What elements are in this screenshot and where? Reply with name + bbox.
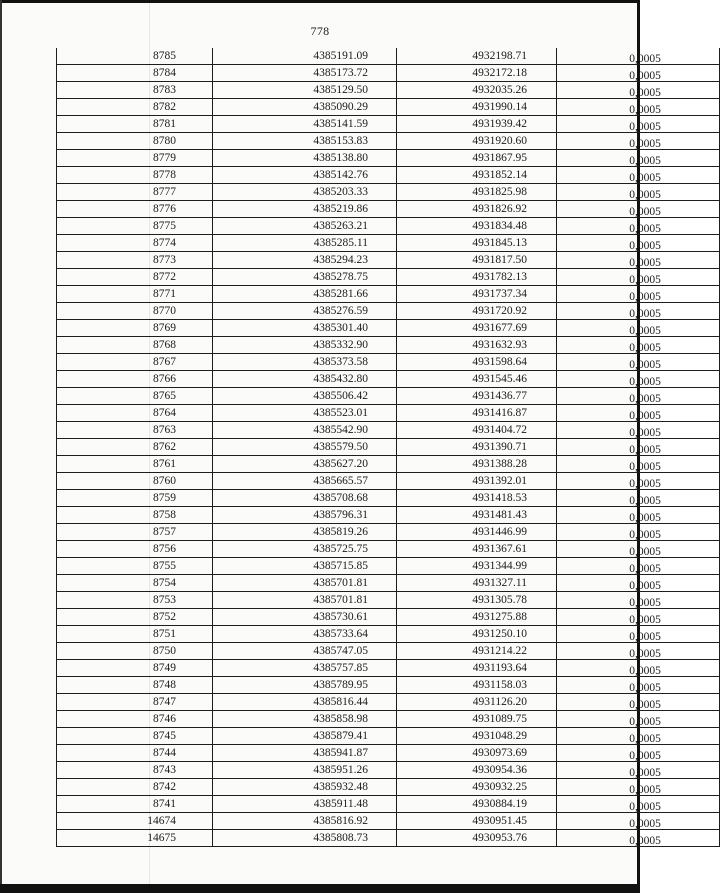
cell-y-coordinate: 4931392.01 <box>397 473 557 490</box>
table-row <box>57 677 720 694</box>
cell-y-coordinate: 4931390.71 <box>397 439 557 456</box>
cell-y-coordinate: 4931446.99 <box>397 524 557 541</box>
cell-y-coordinate: 4931867.95 <box>397 150 557 167</box>
cell-accuracy <box>557 575 720 592</box>
cell-point-number: 8746 <box>57 711 213 728</box>
cell-x-coordinate: 4385701.81 <box>213 575 397 592</box>
table-row <box>57 337 720 354</box>
accuracy-value: 0,0005 <box>629 563 661 575</box>
cell-y-coordinate: 4931048.29 <box>397 728 557 745</box>
cell-y-coordinate: 4931632.93 <box>397 337 557 354</box>
table-row <box>57 762 720 779</box>
cell-point-number: 14675 <box>57 830 213 847</box>
cell-y-coordinate: 4930951.45 <box>397 813 557 830</box>
accuracy-value: 0,0005 <box>629 359 661 371</box>
table-row <box>57 660 720 677</box>
cell-y-coordinate: 4931845.13 <box>397 235 557 252</box>
cell-x-coordinate: 4385219.86 <box>213 201 397 218</box>
cell-x-coordinate: 4385138.80 <box>213 150 397 167</box>
cell-x-coordinate: 4385733.64 <box>213 626 397 643</box>
cell-point-number: 8769 <box>57 320 213 337</box>
accuracy-value: 0,0005 <box>629 376 661 388</box>
cell-accuracy <box>557 320 720 337</box>
table-row <box>57 354 720 371</box>
cell-x-coordinate: 4385789.95 <box>213 677 397 694</box>
cell-point-number: 8785 <box>57 48 213 65</box>
cell-y-coordinate: 4930973.69 <box>397 745 557 762</box>
cell-point-number: 8745 <box>57 728 213 745</box>
table-row <box>57 184 720 201</box>
cell-x-coordinate: 4385932.48 <box>213 779 397 796</box>
cell-point-number: 8758 <box>57 507 213 524</box>
cell-accuracy <box>557 762 720 779</box>
accuracy-value: 0,0005 <box>629 461 661 473</box>
cell-point-number: 8773 <box>57 252 213 269</box>
cell-point-number: 8765 <box>57 388 213 405</box>
cell-point-number: 8778 <box>57 167 213 184</box>
accuracy-value: 0,0005 <box>629 393 661 405</box>
table-row <box>57 201 720 218</box>
cell-point-number: 8753 <box>57 592 213 609</box>
accuracy-value: 0,0005 <box>629 189 661 201</box>
cell-accuracy <box>557 796 720 813</box>
cell-y-coordinate: 4930932.25 <box>397 779 557 796</box>
cell-y-coordinate: 4931834.48 <box>397 218 557 235</box>
cell-point-number: 8759 <box>57 490 213 507</box>
cell-x-coordinate: 4385263.21 <box>213 218 397 235</box>
cell-y-coordinate: 4930953.76 <box>397 830 557 847</box>
cell-accuracy <box>557 677 720 694</box>
cell-accuracy <box>557 745 720 762</box>
cell-y-coordinate: 4931826.92 <box>397 201 557 218</box>
table-row <box>57 303 720 320</box>
cell-x-coordinate: 4385819.26 <box>213 524 397 541</box>
cell-x-coordinate: 4385879.41 <box>213 728 397 745</box>
accuracy-value: 0,0005 <box>629 631 661 643</box>
table-row <box>57 286 720 303</box>
table-row <box>57 320 720 337</box>
cell-point-number: 8754 <box>57 575 213 592</box>
cell-point-number: 8777 <box>57 184 213 201</box>
cell-x-coordinate: 4385301.40 <box>213 320 397 337</box>
cell-accuracy <box>557 252 720 269</box>
cell-x-coordinate: 4385153.83 <box>213 133 397 150</box>
cell-accuracy <box>557 48 720 65</box>
accuracy-value: 0,0005 <box>629 342 661 354</box>
cell-point-number: 8775 <box>57 218 213 235</box>
cell-point-number: 8779 <box>57 150 213 167</box>
cell-y-coordinate: 4931436.77 <box>397 388 557 405</box>
cell-y-coordinate: 4931825.98 <box>397 184 557 201</box>
cell-y-coordinate: 4931677.69 <box>397 320 557 337</box>
cell-point-number: 8749 <box>57 660 213 677</box>
cell-accuracy <box>557 184 720 201</box>
cell-x-coordinate: 4385281.66 <box>213 286 397 303</box>
cell-point-number: 8780 <box>57 133 213 150</box>
cell-y-coordinate: 4930954.36 <box>397 762 557 779</box>
accuracy-value: 0,0005 <box>629 665 661 677</box>
cell-x-coordinate: 4385579.50 <box>213 439 397 456</box>
cell-accuracy <box>557 728 720 745</box>
cell-accuracy <box>557 694 720 711</box>
cell-x-coordinate: 4385203.33 <box>213 184 397 201</box>
cell-point-number: 8751 <box>57 626 213 643</box>
table-row <box>57 575 720 592</box>
accuracy-value: 0,0005 <box>629 699 661 711</box>
cell-point-number: 8776 <box>57 201 213 218</box>
cell-point-number: 8744 <box>57 745 213 762</box>
table-row <box>57 592 720 609</box>
accuracy-value: 0,0005 <box>629 580 661 592</box>
cell-point-number: 8750 <box>57 643 213 660</box>
cell-accuracy <box>557 422 720 439</box>
table-row <box>57 439 720 456</box>
cell-y-coordinate: 4931126.20 <box>397 694 557 711</box>
accuracy-value: 0,0005 <box>629 308 661 320</box>
table-row <box>57 728 720 745</box>
cell-y-coordinate: 4931275.88 <box>397 609 557 626</box>
cell-point-number: 8770 <box>57 303 213 320</box>
cell-accuracy <box>557 439 720 456</box>
cell-point-number: 8762 <box>57 439 213 456</box>
cell-accuracy <box>557 524 720 541</box>
cell-y-coordinate: 4931158.03 <box>397 677 557 694</box>
cell-point-number: 8783 <box>57 82 213 99</box>
cell-x-coordinate: 4385808.73 <box>213 830 397 847</box>
cell-y-coordinate: 4931305.78 <box>397 592 557 609</box>
cell-x-coordinate: 4385173.72 <box>213 65 397 82</box>
cell-x-coordinate: 4385665.57 <box>213 473 397 490</box>
table-row <box>57 48 720 65</box>
cell-y-coordinate: 4931404.72 <box>397 422 557 439</box>
cell-accuracy <box>557 813 720 830</box>
accuracy-value: 0,0005 <box>629 682 661 694</box>
cell-accuracy <box>557 660 720 677</box>
cell-x-coordinate: 4385191.09 <box>213 48 397 65</box>
cell-y-coordinate: 4931089.75 <box>397 711 557 728</box>
scan-edge-left <box>0 0 2 893</box>
cell-accuracy <box>557 150 720 167</box>
cell-x-coordinate: 4385715.85 <box>213 558 397 575</box>
cell-x-coordinate: 4385941.87 <box>213 745 397 762</box>
accuracy-value: 0,0005 <box>629 87 661 99</box>
cell-accuracy <box>557 235 720 252</box>
cell-accuracy <box>557 99 720 116</box>
cell-accuracy <box>557 490 720 507</box>
accuracy-value: 0,0005 <box>629 257 661 269</box>
accuracy-value: 0,0005 <box>629 104 661 116</box>
cell-x-coordinate: 4385730.61 <box>213 609 397 626</box>
cell-point-number: 8782 <box>57 99 213 116</box>
table-row <box>57 796 720 813</box>
cell-point-number: 8748 <box>57 677 213 694</box>
table-row <box>57 235 720 252</box>
accuracy-value: 0,0005 <box>629 274 661 286</box>
cell-accuracy <box>557 507 720 524</box>
cell-accuracy <box>557 473 720 490</box>
cell-accuracy <box>557 354 720 371</box>
cell-point-number: 8764 <box>57 405 213 422</box>
cell-y-coordinate: 4931344.99 <box>397 558 557 575</box>
cell-point-number: 8766 <box>57 371 213 388</box>
cell-point-number: 8771 <box>57 286 213 303</box>
cell-y-coordinate: 4931782.13 <box>397 269 557 286</box>
cell-x-coordinate: 4385627.20 <box>213 456 397 473</box>
accuracy-value: 0,0005 <box>629 733 661 745</box>
cell-y-coordinate: 4932172.18 <box>397 65 557 82</box>
cell-accuracy <box>557 456 720 473</box>
cell-point-number: 8781 <box>57 116 213 133</box>
cell-x-coordinate: 4385796.31 <box>213 507 397 524</box>
cell-y-coordinate: 4932198.71 <box>397 48 557 65</box>
accuracy-value: 0,0005 <box>629 70 661 82</box>
table-row <box>57 116 720 133</box>
cell-x-coordinate: 4385523.01 <box>213 405 397 422</box>
cell-y-coordinate: 4931367.61 <box>397 541 557 558</box>
accuracy-value: 0,0005 <box>629 325 661 337</box>
table-row <box>57 490 720 507</box>
cell-x-coordinate: 4385816.92 <box>213 813 397 830</box>
cell-y-coordinate: 4931481.43 <box>397 507 557 524</box>
cell-point-number: 8752 <box>57 609 213 626</box>
table-row <box>57 813 720 830</box>
cell-x-coordinate: 4385951.26 <box>213 762 397 779</box>
table-row <box>57 218 720 235</box>
table-row <box>57 626 720 643</box>
accuracy-value: 0,0005 <box>629 427 661 439</box>
cell-y-coordinate: 4931193.64 <box>397 660 557 677</box>
cell-x-coordinate: 4385142.76 <box>213 167 397 184</box>
accuracy-value: 0,0005 <box>629 444 661 456</box>
accuracy-value: 0,0005 <box>629 512 661 524</box>
table-row <box>57 643 720 660</box>
cell-accuracy <box>557 133 720 150</box>
accuracy-value: 0,0005 <box>629 172 661 184</box>
table-row <box>57 779 720 796</box>
cell-accuracy <box>557 65 720 82</box>
cell-x-coordinate: 4385285.11 <box>213 235 397 252</box>
cell-point-number: 8755 <box>57 558 213 575</box>
accuracy-value: 0,0005 <box>629 478 661 490</box>
cell-x-coordinate: 4385278.75 <box>213 269 397 286</box>
table-row <box>57 65 720 82</box>
accuracy-value: 0,0005 <box>629 223 661 235</box>
cell-x-coordinate: 4385432.80 <box>213 371 397 388</box>
cell-accuracy <box>557 779 720 796</box>
cell-y-coordinate: 4932035.26 <box>397 82 557 99</box>
cell-point-number: 8767 <box>57 354 213 371</box>
table-row <box>57 422 720 439</box>
coordinates-table-container <box>56 48 661 847</box>
cell-x-coordinate: 4385858.98 <box>213 711 397 728</box>
cell-accuracy <box>557 711 720 728</box>
table-row <box>57 82 720 99</box>
cell-point-number: 8742 <box>57 779 213 796</box>
table-row <box>57 456 720 473</box>
cell-accuracy <box>557 286 720 303</box>
page-number: 778 <box>310 24 330 38</box>
cell-point-number: 8741 <box>57 796 213 813</box>
accuracy-value: 0,0005 <box>629 801 661 813</box>
cell-x-coordinate: 4385542.90 <box>213 422 397 439</box>
scan-edge-bottom <box>0 884 640 893</box>
accuracy-value: 0,0005 <box>629 155 661 167</box>
table-row <box>57 405 720 422</box>
cell-x-coordinate: 4385747.05 <box>213 643 397 660</box>
cell-accuracy <box>557 405 720 422</box>
cell-y-coordinate: 4931990.14 <box>397 99 557 116</box>
table-row <box>57 133 720 150</box>
cell-point-number: 8768 <box>57 337 213 354</box>
table-row <box>57 99 720 116</box>
cell-point-number: 8774 <box>57 235 213 252</box>
cell-y-coordinate: 4931920.60 <box>397 133 557 150</box>
table-row <box>57 609 720 626</box>
accuracy-value: 0,0005 <box>629 835 661 847</box>
cell-point-number: 14674 <box>57 813 213 830</box>
cell-accuracy <box>557 337 720 354</box>
table-row <box>57 541 720 558</box>
cell-accuracy <box>557 201 720 218</box>
accuracy-value: 0,0005 <box>629 546 661 558</box>
cell-accuracy <box>557 388 720 405</box>
cell-y-coordinate: 4931852.14 <box>397 167 557 184</box>
cell-point-number: 8784 <box>57 65 213 82</box>
cell-x-coordinate: 4385816.44 <box>213 694 397 711</box>
table-row <box>57 694 720 711</box>
cell-point-number: 8747 <box>57 694 213 711</box>
cell-accuracy <box>557 643 720 660</box>
cell-y-coordinate: 4931327.11 <box>397 575 557 592</box>
table-row <box>57 745 720 762</box>
cell-y-coordinate: 4931418.53 <box>397 490 557 507</box>
cell-accuracy <box>557 626 720 643</box>
cell-x-coordinate: 4385911.48 <box>213 796 397 813</box>
accuracy-value: 0,0005 <box>629 750 661 762</box>
cell-x-coordinate: 4385373.58 <box>213 354 397 371</box>
cell-y-coordinate: 4931817.50 <box>397 252 557 269</box>
cell-accuracy <box>557 82 720 99</box>
accuracy-value: 0,0005 <box>629 291 661 303</box>
cell-y-coordinate: 4931737.34 <box>397 286 557 303</box>
accuracy-value: 0,0005 <box>629 648 661 660</box>
cell-accuracy <box>557 116 720 133</box>
cell-accuracy <box>557 609 720 626</box>
accuracy-value: 0,0005 <box>629 206 661 218</box>
accuracy-value: 0,0005 <box>629 818 661 830</box>
cell-accuracy <box>557 558 720 575</box>
cell-point-number: 8757 <box>57 524 213 541</box>
cell-point-number: 8763 <box>57 422 213 439</box>
cell-point-number: 8743 <box>57 762 213 779</box>
cell-accuracy <box>557 167 720 184</box>
cell-point-number: 8772 <box>57 269 213 286</box>
cell-accuracy <box>557 218 720 235</box>
scan-edge-top <box>0 0 640 3</box>
cell-x-coordinate: 4385725.75 <box>213 541 397 558</box>
accuracy-value: 0,0005 <box>629 614 661 626</box>
accuracy-value: 0,0005 <box>629 53 661 65</box>
cell-accuracy <box>557 592 720 609</box>
cell-x-coordinate: 4385332.90 <box>213 337 397 354</box>
cell-accuracy <box>557 371 720 388</box>
cell-point-number: 8756 <box>57 541 213 558</box>
cell-y-coordinate: 4931214.22 <box>397 643 557 660</box>
cell-y-coordinate: 4931598.64 <box>397 354 557 371</box>
accuracy-value: 0,0005 <box>629 138 661 150</box>
cell-accuracy <box>557 830 720 847</box>
cell-y-coordinate: 4931720.92 <box>397 303 557 320</box>
cell-x-coordinate: 4385506.42 <box>213 388 397 405</box>
accuracy-value: 0,0005 <box>629 597 661 609</box>
cell-x-coordinate: 4385294.23 <box>213 252 397 269</box>
cell-accuracy <box>557 269 720 286</box>
cell-x-coordinate: 4385701.81 <box>213 592 397 609</box>
cell-point-number: 8761 <box>57 456 213 473</box>
cell-y-coordinate: 4931545.46 <box>397 371 557 388</box>
cell-point-number: 8760 <box>57 473 213 490</box>
table-row <box>57 473 720 490</box>
table-row <box>57 558 720 575</box>
cell-y-coordinate: 4930884.19 <box>397 796 557 813</box>
cell-x-coordinate: 4385129.50 <box>213 82 397 99</box>
table-row <box>57 507 720 524</box>
coordinates-table <box>56 48 720 847</box>
coordinates-table-body <box>57 48 720 847</box>
table-row <box>57 150 720 167</box>
accuracy-value: 0,0005 <box>629 529 661 541</box>
table-row <box>57 371 720 388</box>
cell-y-coordinate: 4931939.42 <box>397 116 557 133</box>
table-row <box>57 167 720 184</box>
cell-x-coordinate: 4385708.68 <box>213 490 397 507</box>
table-row <box>57 830 720 847</box>
table-row <box>57 711 720 728</box>
cell-x-coordinate: 4385141.59 <box>213 116 397 133</box>
accuracy-value: 0,0005 <box>629 240 661 252</box>
accuracy-value: 0,0005 <box>629 716 661 728</box>
cell-y-coordinate: 4931416.87 <box>397 405 557 422</box>
accuracy-value: 0,0005 <box>629 767 661 779</box>
cell-x-coordinate: 4385276.59 <box>213 303 397 320</box>
cell-x-coordinate: 4385090.29 <box>213 99 397 116</box>
accuracy-value: 0,0005 <box>629 495 661 507</box>
table-row <box>57 252 720 269</box>
table-row <box>57 269 720 286</box>
cell-y-coordinate: 4931250.10 <box>397 626 557 643</box>
accuracy-value: 0,0005 <box>629 410 661 422</box>
accuracy-value: 0,0005 <box>629 121 661 133</box>
cell-x-coordinate: 4385757.85 <box>213 660 397 677</box>
cell-accuracy <box>557 541 720 558</box>
table-row <box>57 524 720 541</box>
cell-y-coordinate: 4931388.28 <box>397 456 557 473</box>
table-row <box>57 388 720 405</box>
cell-accuracy <box>557 303 720 320</box>
accuracy-value: 0,0005 <box>629 784 661 796</box>
